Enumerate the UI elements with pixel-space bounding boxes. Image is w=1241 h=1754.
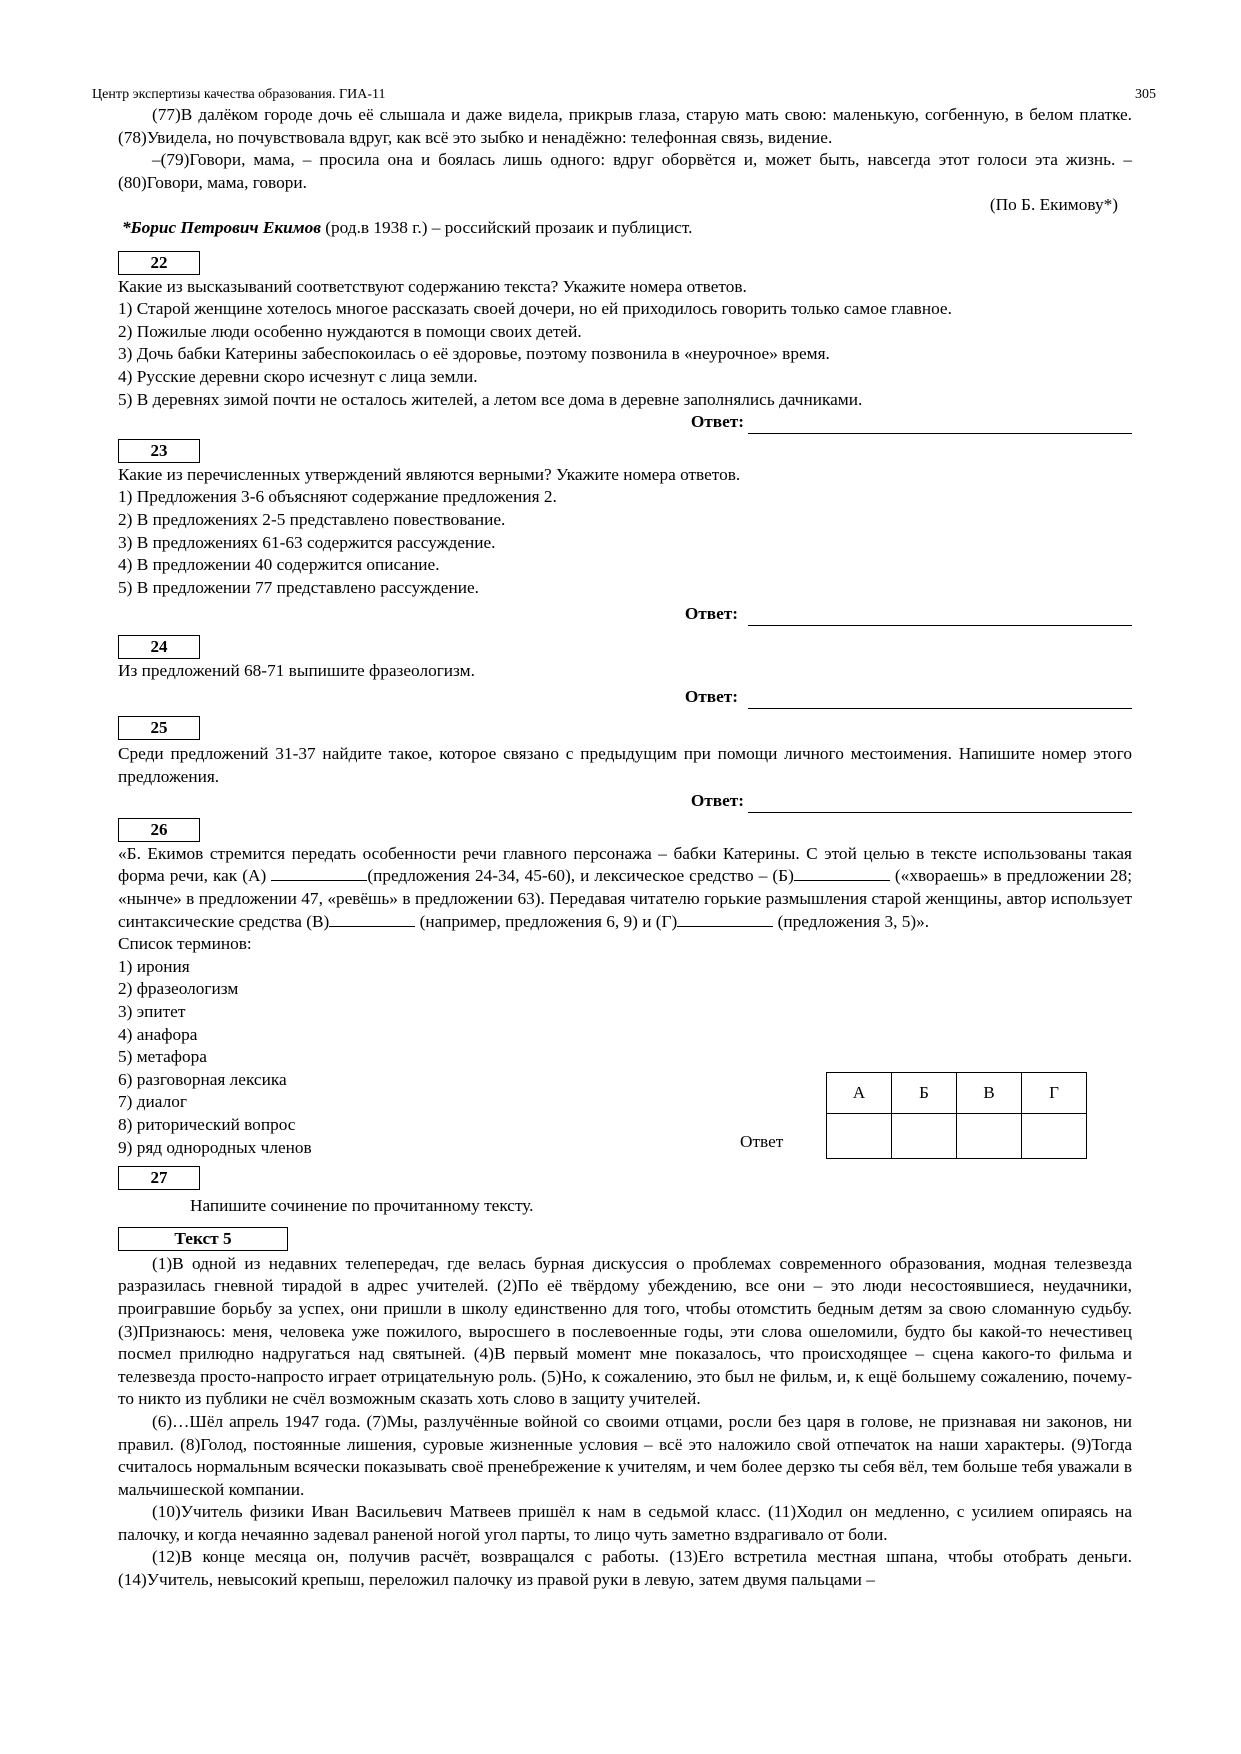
question-number-27: 27 [118,1166,200,1190]
option-item: 5) В предложении 77 представлено рассуждение. [118,577,479,597]
terms-title: Список терминов: [118,934,252,954]
answer-grid [826,1072,1087,1159]
term-item: 6) разговорная лексика [118,1069,287,1089]
answer-label: Ответ: [690,412,744,432]
answer-row [118,686,1132,709]
page-header [92,86,1156,104]
page-number: 305 [1135,87,1156,102]
term-item: 9) ряд однородных членов [118,1137,312,1157]
option-item: 1) Старой женщине хотелось многое рассказать своей дочери, но ей приходилось говорить только самое главное. [118,299,952,319]
question-prompt: Среди предложений 31-37 найдите такое, которое связано с предыдущим при помощи личного местоимения. Напишите номер этого предложения. [118,744,1132,786]
answer-field[interactable] [748,414,1132,434]
blank-g-field[interactable] [677,912,773,927]
option-item: 5) В деревнях зимой почти не осталось жителей, а летом все дома в деревне заполнялись дачниками. [118,389,863,409]
document-page [92,86,1156,1592]
grid-cell-b[interactable] [892,1114,957,1159]
prompt-part: (предложения 3, 5)». [773,911,930,931]
answer-field[interactable] [748,689,1132,709]
option-item: 2) Пожилые люди особенно нуждаются в помощи своих детей. [118,321,582,341]
header-title: Центр экспертизы качества образования. ГИА-11 [92,87,386,102]
option-item: 3) Дочь бабки Катерины забеспокоилась о её здоровье, поэтому позвонила в «неурочное» время. [118,344,830,364]
text-paragraph: –(79)Говори, мама, – просила она и боялась лишь одного: вдруг оборвётся и, может быть, навсегда этот голоси эта жизнь. – (80)Говори, мама, говори. [118,150,1132,192]
text-paragraph: (12)В конце месяца он, получив расчёт, возвращался с работы. (13)Его встретила местная шпана, чтобы отобрать деньги. (14)Учитель, невысокий крепыш, переложил палочку из правой руки в левую, затем двумя пальцами – [118,1547,1132,1590]
answer-label: Ответ: [690,791,744,811]
terms-section [118,933,1132,1159]
question-prompt: Напишите сочинение по прочитанному тексту. [190,1196,534,1216]
blank-v-field[interactable] [329,912,415,927]
answer-row [118,411,1132,434]
attribution: (По Б. Екимову*) [989,195,1118,215]
prompt-part: (предложения 24-34, 45-60), и лексическое средство – (Б) [367,866,794,886]
grid-header-v: В [957,1073,1022,1114]
option-item: 4) Русские деревни скоро исчезнут с лица земли. [118,366,478,386]
question-number-22: 22 [118,251,200,275]
prompt-part: «Б. Екимов стремится передать особенности речи главного персонажа – бабки Катерины. С этой целью в тексте использованы такая форма речи, как (А) [118,843,1132,886]
answer-row [118,790,1132,813]
blank-b-field[interactable] [794,866,890,881]
answer-label: Ответ: [684,604,738,624]
question-prompt [118,843,1132,933]
text-paragraph: (6)…Шёл апрель 1947 года. (7)Мы, разлучённые войной со своими отцами, росли без царя в голове, не признавая ни законов, ни правил. (8)Голод, постоянные лишения, суровые жизненные условия – всё это наложило свой отпечаток на наши характеры. (9)Тогда считалось нормальным всячески показывать своё пренебрежение к учителям, и чем более дерзко ты себя вёл, тем больше тебя уважали в мальчишеской компании. [118,1411,1132,1499]
grid-cell-g[interactable] [1022,1114,1087,1159]
blank-a-field[interactable] [271,866,367,881]
text-paragraph: (77)В далёком городе дочь её слышала и даже видела, прикрыв глаза, старую мать свою: маленькую, согбенную, в белом платке. (78)Увидела, но почувствовала вдруг, как всё это зыбко и ненадёжно: телефонная связь, видение. [118,105,1132,147]
answer-grid-label: Ответ [740,1132,784,1152]
text-paragraph: (10)Учитель физики Иван Васильевич Матвеев пришёл к нам в седьмой класс. (11)Ходил он медленно, с усилием опираясь на палочку, и когда нечаянно задевал раненой ногой угол парты, то лицо чуть заметно вздрагивало от боли. [118,1502,1132,1544]
answer-label: Ответ: [684,687,738,707]
question-prompt: Какие из перечисленных утверждений являются верными? Укажите номера ответов. [118,464,741,484]
question-number-23: 23 [118,439,200,463]
question-number-24: 24 [118,635,200,659]
option-item: 4) В предложении 40 содержится описание. [118,555,440,575]
grid-cell-a[interactable] [827,1114,892,1159]
term-item: 3) эпитет [118,1002,186,1021]
author-name: *Борис Петрович Екимов [122,217,321,237]
term-item: 4) анафора [118,1024,198,1044]
term-item: 5) метафора [118,1047,207,1067]
question-prompt: Из предложений 68-71 выпишите фразеологизм. [118,660,475,680]
grid-header-g: Г [1022,1073,1087,1114]
option-item: 3) В предложениях 61-63 содержится рассуждение. [118,532,496,552]
author-info: (род.в 1938 г.) – российский прозаик и публицист. [320,217,693,237]
grid-header-a: А [827,1073,892,1114]
question-number-26: 26 [118,818,200,842]
grid-header-b: Б [892,1073,957,1114]
option-item: 1) Предложения 3-6 объясняют содержание предложения 2. [118,487,557,507]
question-prompt: Какие из высказываний соответствуют содержанию текста? Укажите номера ответов. [118,276,747,296]
answer-row [118,603,1132,626]
text-paragraph: (1)В одной из недавних телепередач, где велась бурная дискуссия о проблемах современного образования, модная телезвезда разразилась гневной тирадой в адрес учителей. (2)По её твёрдому убеждению, все они – это люди несостоявшиеся, неудачники, проигравшие борьбу за успех, они пришли в школу единственно для того, чтобы отомстить бедным детям за свою сломанную судьбу. (3)Признаюсь: меня, человека уже пожилого, выросшего в послевоенные годы, эти слова ошеломили, будто бы какой-то нечестивец посмел прилюдно надругаться над святыней. (4)В первый момент мне показалось, что происходящее – сцена какого-то фильма и телезвезда просто-напросто играет отрицательную роль. (5)Но, к сожалению, это был не фильм, и, к ещё большему сожалению, почему-то никто из публики не счёл возможным сказать хоть слово в защиту учителей. [118,1253,1132,1409]
option-item: 2) В предложениях 2-5 представлено повествование. [118,509,506,529]
prompt-part: («хвораешь» в предложении 28; «нынче» в предложении 47, «ревёшь» в предложении 63). Передавая читателю горькие размышления старой женщины, автор использует синтаксические средства (В) [118,866,1132,931]
term-item: 2) фразеологизм [118,979,239,999]
grid-cell-v[interactable] [957,1114,1022,1159]
answer-field[interactable] [748,606,1132,626]
text-title: Текст 5 [118,1227,288,1251]
author-note [122,217,1132,240]
prompt-part: (например, предложения 6, 9) и (Г) [419,911,678,931]
term-item: 7) диалог [118,1092,187,1112]
answer-field[interactable] [748,793,1132,813]
term-item: 8) риторический вопрос [118,1114,296,1134]
term-item: 1) ирония [118,956,190,976]
question-number-25: 25 [118,716,200,740]
